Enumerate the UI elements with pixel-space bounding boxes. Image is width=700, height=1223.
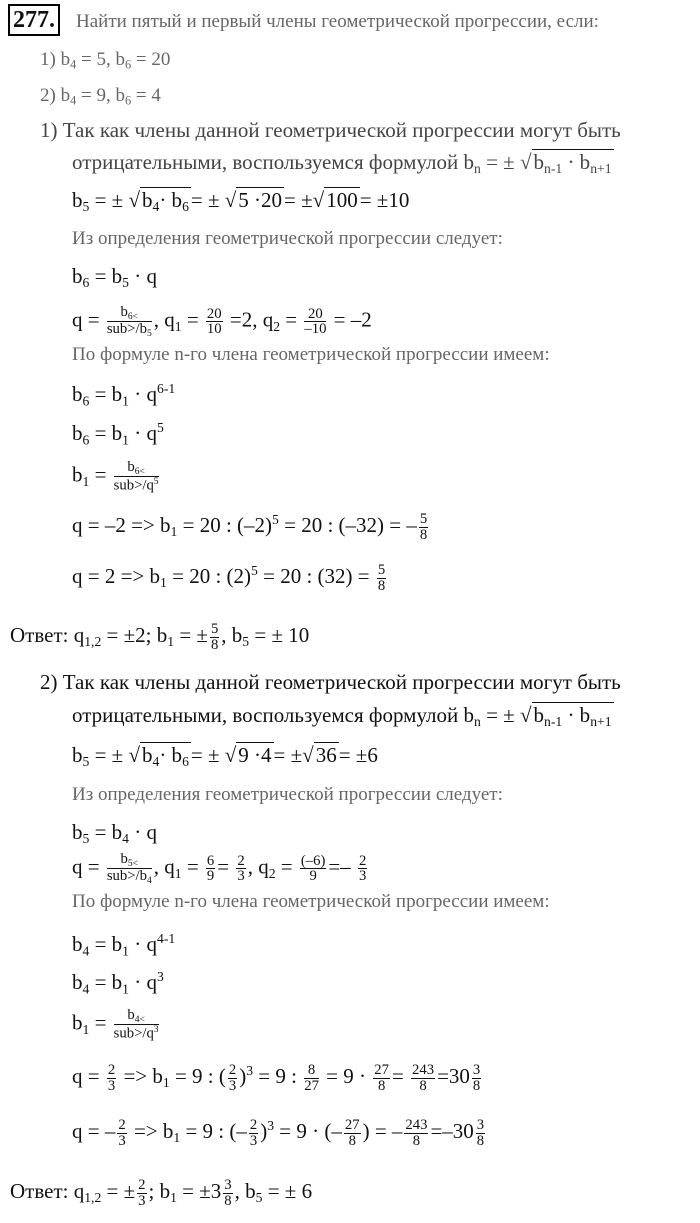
solution1-line: $b_6 = b_1 \cdot q^{6-1}$ xyxy=(72,381,176,409)
problem-number: 277. xyxy=(8,4,60,36)
solution2-line: $b_5 = b_4 \cdot q$ xyxy=(72,820,157,847)
solution1-intro-1: 1) Так как члены данной геометрической прогрессии могут быть xyxy=(40,118,621,142)
solution1-answer: Ответ: $q_{1,2} = \pm 2$; $b_1$ = ± $\frac{5}{8}$ , $b_5$ = ± 10 xyxy=(10,621,310,653)
solution1-line: $b_6 = b_5 \cdot q$ xyxy=(72,264,157,291)
solution2-line: q = $\frac{b_{5<}}{sub>/b_4}$ , $q_1$ = $\frac{6}{9}$ = $\frac{2}{3}$ , $q_2$ = $\frac{(-6)}{9}$ =– $\frac{2}{3}$ xyxy=(72,851,367,887)
solution2-line: По формуле n-го члена геометрической прогрессии имеем: xyxy=(72,891,550,912)
solution1-line: $q = 2 => b_1 = 20$ : $(2)^5 = 20$ : (32) = $\frac{5}{8}$ xyxy=(72,562,386,594)
solution1-line: Из определения геометрической прогрессии следует: xyxy=(72,228,503,249)
solution2-intro-2: отрицательными, воспользуемся формулой $b_n$ = ± $√b_{n-1} \cdot b_{n+1}$ xyxy=(72,703,612,730)
solution1-line: $q = -2 => b_1 = 20$ : $(-2)^5 = 20$ : (–32) = – $\frac{5}{8}$ xyxy=(72,511,428,543)
solution2-line: $b_4 = b_1 \cdot q^3$ xyxy=(72,969,164,997)
solution2-answer: Ответ: $q_{1,2}$ = ± $\frac{2}{3}$ ; $b_1 = \pm 3$ $\frac{3}{8}$ , $b_5$ = ± 6 xyxy=(10,1177,313,1209)
solution1-line: $b_6 = b_1 \cdot q^5$ xyxy=(72,420,164,448)
problem-case-2: 2) $b_4 = 9$, $b_6 = 4$ xyxy=(40,85,161,108)
solution1-line: q = $\frac{b_{6<}}{sub>/b_5}$ , $q_1$ = $\frac{20}{10}$ =2, $q_2$ = $\frac{20}{-10}$ = –2 xyxy=(72,304,372,340)
problem-case-1: 1) $b_4 = 5$, $b_6 = 20$ xyxy=(40,49,171,72)
solution1-line: $b_1$ = $\frac{b_{6<}}{sub>/q^5}$ xyxy=(72,459,159,495)
solution2-line: q = $\frac{2}{3}$ => $b_1 = 9$ : ( $\frac{2}{3}$ )$^3$ = 9 : $\frac{8}{27}$ = 9 · $\frac{27}{8}$ = $\frac{243}{8}$ =30 $\frac{3}{8}$ xyxy=(72,1062,481,1094)
solution2-intro-1: 2) Так как члены данной геометрической прогрессии могут быть xyxy=(40,670,621,694)
solution1-intro-2: отрицательными, воспользуемся формулой $b_n$ = ± $√b_{n-1} \cdot b_{n+1}$ xyxy=(72,150,612,177)
solution1-line: По формуле n-го члена геометрической прогрессии имеем: xyxy=(72,344,550,365)
solution1-line: $b_5$ = ± $√b_4\cdot b_6= \pm √5 \cdot 20= \pm√100= \pm 10$ xyxy=(72,188,410,215)
solution2-line: Из определения геометрической прогрессии следует: xyxy=(72,784,503,805)
solution2-line: $b_1$ = $\frac{b_{4<}}{sub>/q^3}$ xyxy=(72,1007,159,1043)
solution2-line: $b_5$ = ± $√b_4\cdot b_6= \pm √9 \cdot 4= \pm√36= \pm 6$ xyxy=(72,743,378,770)
solution2-line: q = – $\frac{2}{3}$ => $b_1 = 9$ : (– $\frac{2}{3}$ )$^3$ = 9 · (– $\frac{27}{8}$ ) = – $\frac{243}{8}$ =–30 $\frac{3}{8}$ xyxy=(72,1117,485,1149)
problem-statement: Найти пятый и первый члены геометрической прогрессии, если: xyxy=(76,11,599,32)
solution2-line: $b_4 = b_1 \cdot q^{4-1}$ xyxy=(72,931,176,959)
